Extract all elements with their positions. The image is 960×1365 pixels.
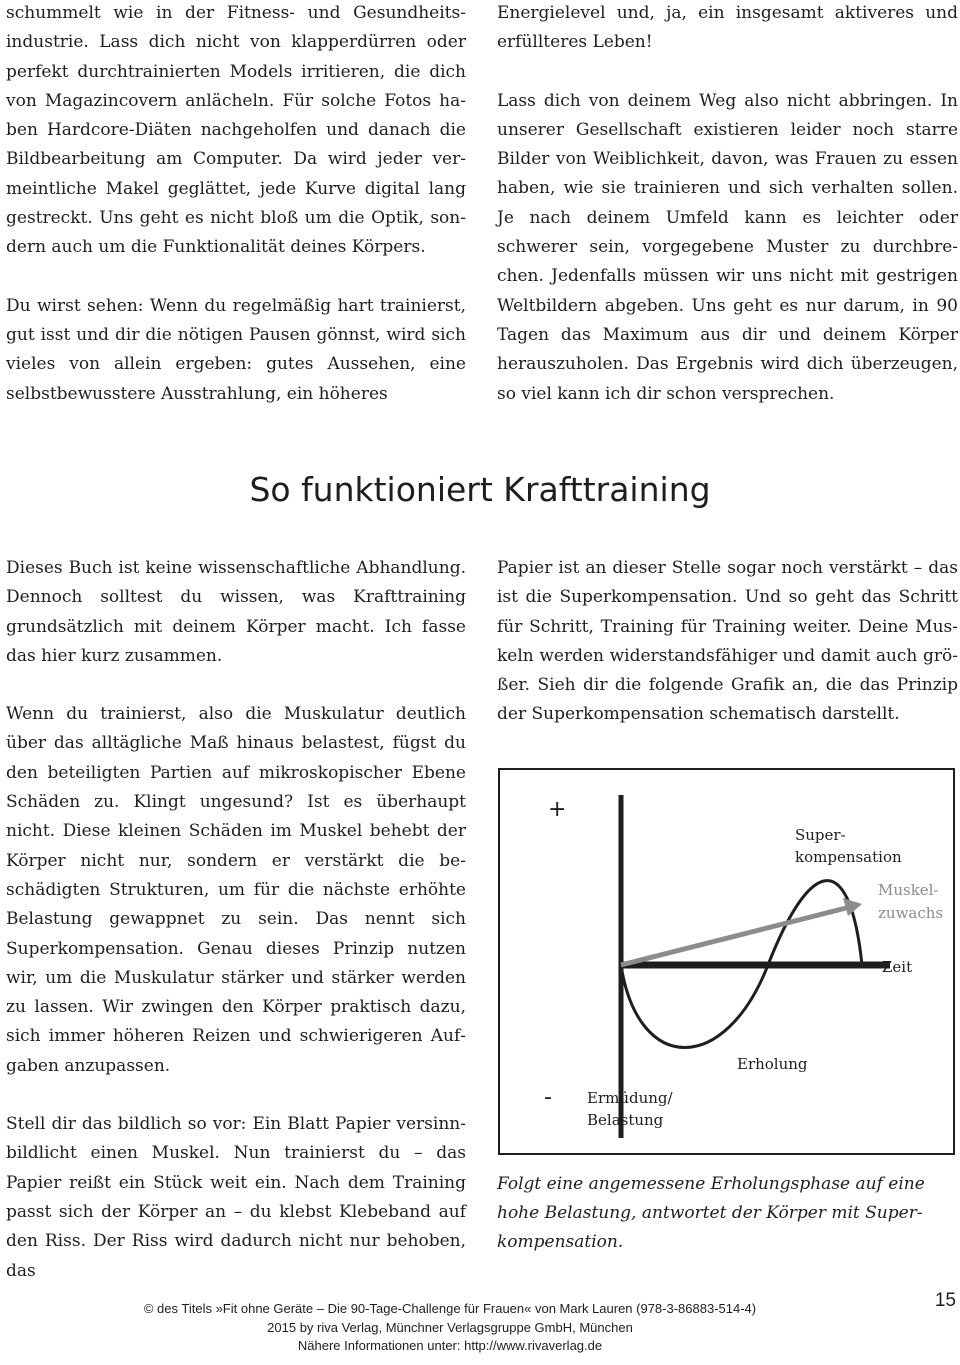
body-column-bottom-right	[497, 554, 958, 730]
copyright-footer	[0, 1300, 900, 1356]
paragraph: Du wirst sehen: Wenn du regelmäßig hart trainierst, gut isst und dir die nötigen Pausen gönnst, wird sich vieles von allein ergeben: gutes Aussehen, eine selbstbewusstere Ausstrahlung, ein höheres	[6, 295, 466, 404]
paragraph: Stell dir das bildlich so vor: Ein Blatt Papier versinnbildlicht einen Muskel. Nun trainierst du – das Papier reißt ein Stück weit ein. Nach dem Training passt sich der Körper an – du klebst Klebeband auf den Riss. Der Riss wird dadurch nicht nur behoben, das	[6, 1114, 466, 1281]
paragraph: Lass dich von deinem Weg also nicht abbringen. In unserer Gesellschaft existieren leider noch starre Bilder von Weiblichkeit, davon, was Frauen zu essen haben, wie sie trainieren und sich verhalten sollen. Je nach deinem Umfeld kann es leichter oder schwerer sein, vorgegebene Muster zu durchbrechen. Jedenfalls müssen wir uns nicht mit gestrigen Weltbildern abgeben. Uns geht es nur darum, in 90 Tagen das Maximum aus dir und deinem Körper herauszuholen. Das Ergebnis wird dich überzeugen, so viel kann ich dir schon versprechen.	[497, 90, 958, 404]
label-erholung: Erholung	[737, 1055, 808, 1073]
label-muskelzuwachs-line1: Muskel-	[878, 881, 939, 899]
paragraph: Wenn du trainierst, also die Muskulatur deutlich über das alltägliche Maß hinaus belastest, fügst du den beteiligten Partien auf mikroskopischer Ebene Schäden zu. Klingt ungesund? Ist es überhaupt nicht. Diese kleinen Schäden im Muskel behebt der Körper nicht nur, sondern er verstärkt die beschädigten Strukturen, um für die nächste erhöhte Belastung gewappnet zu sein. Das nennt sich Superkompensation. Genau dieses Prinzip nutzen wir, um die Muskulatur stärker und stärker werden zu lassen. Wir zwingen den Körper praktisch dazu, sich immer höheren Reizen und schwierigeren Aufgaben anzupassen.	[6, 704, 466, 1076]
label-ermuedung-line1: Ermüdung/	[587, 1089, 673, 1107]
growth-arrow-line	[621, 907, 850, 965]
minus-sign: -	[544, 1085, 552, 1110]
paragraph: Dieses Buch ist keine wissenschaftliche Abhandlung. Dennoch solltest du wissen, was Krafttraining grundsätzlich mit deinem Körper macht. Ich fasse das hier kurz zusammen.	[6, 558, 466, 666]
page-number: 15	[934, 1290, 956, 1311]
label-ermuedung-line2: Belastung	[587, 1111, 664, 1129]
plus-sign: +	[548, 797, 567, 822]
paragraph: schummelt wie in der Fitness- und Gesundheitsindustrie. Lass dich nicht von klapperdürren oder perfekt durchtrainierten Models irritieren, die dich von Magazincovern anlächeln. Für solche Fotos haben Hardcore-Diäten nachgeholfen und danach die Bildbearbeitung am Computer. Da wird jeder vermeintliche Makel geglättet, jede Kurve digital lang gestreckt. Uns geht es nicht bloß um die Optik, sondern auch um die Funktionalität deines Körpers.	[6, 3, 466, 258]
label-zeit: Zeit	[882, 958, 913, 976]
paragraph: Energielevel und, ja, ein insgesamt aktiveres und erfüllteres Leben!	[497, 3, 958, 53]
figure-caption: Folgt eine angemessene Erholungsphase auf eine hohe Belastung, antwortet der Körper mit Superkompensation.	[497, 1174, 925, 1252]
body-column-top-left	[6, 0, 466, 409]
footer-line: 2015 by riva Verlag, Münchner Verlagsgruppe GmbH, München	[267, 1319, 633, 1335]
paragraph: Papier ist an dieser Stelle sogar noch verstärkt – das ist die Superkompensation. Und so geht das Schritt für Schritt, Training für Training weiter. Deine Muskeln werden widerstandsfähiger und damit auch größer. Sieh dir die folgende Grafik an, die das Prinzip der Superkompensation schematisch darstellt.	[497, 558, 958, 725]
label-superkompensation-line1: Super-	[795, 826, 846, 844]
label-superkompensation-line2: kompensation	[795, 848, 902, 866]
body-column-bottom-left	[6, 554, 466, 1286]
label-muskelzuwachs-line2: zuwachs	[878, 904, 944, 922]
section-heading: So funktioniert Krafttraining	[249, 470, 711, 509]
supercompensation-figure	[498, 768, 955, 1155]
footer-line: Nähere Informationen unter: http://www.rivaverlag.de	[297, 1338, 603, 1353]
body-column-top-right	[497, 0, 958, 409]
footer-line: © des Titels »Fit ohne Geräte – Die 90-Tage-Challenge für Frauen« von Mark Lauren (978-3-86883-514-4)	[143, 1301, 757, 1316]
